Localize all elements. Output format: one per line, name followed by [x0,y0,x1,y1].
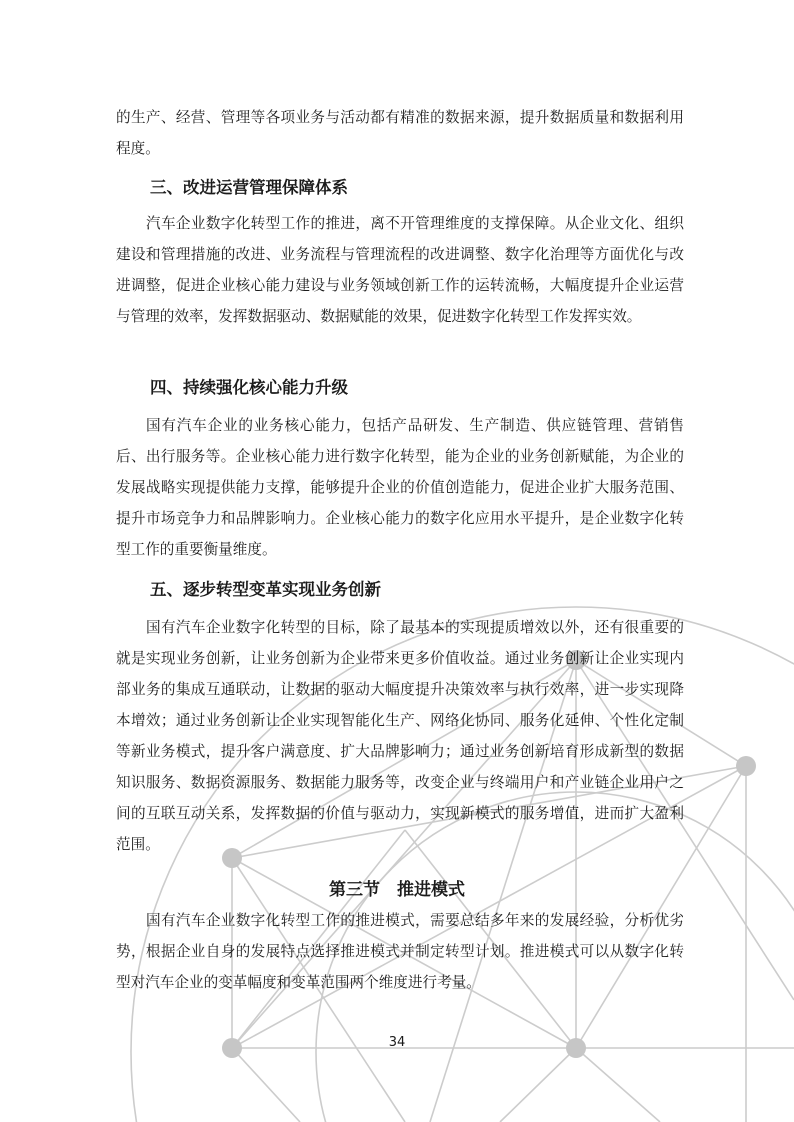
intro-paragraph: 的生产、经营、管理等各项业务与活动都有精准的数据来源，提升数据质量和数据利用程度。 [116,109,684,157]
paragraph-promotion-mode: 国有汽车企业数字化转型工作的推进模式，需要总结多年来的发展经验，分析优劣势，根据企业自身的发展特点选择推进模式并制定转型计划。推进模式可以从数字化转型对汽车企业的变革幅度和变革范围两个维度进行考量。 [116,912,684,991]
heading-core-capability: 四、持续强化核心能力升级 [150,378,348,397]
paragraph-operations: 汽车企业数字化转型工作的推进，离不开管理维度的支撑保障。从企业文化、组织建设和管理措施的改进、业务流程与管理流程的改进调整、数字化治理等方面优化与改进调整，促进企业核心能力建设与业务领域创新工作的运转流畅，大幅度提升企业运营与管理的效率，发挥数据驱动、数据赋能的效果，促进数字化转型工作发挥实效。 [116,215,684,325]
page-number: 34 [388,1035,406,1050]
paragraph-business-innovation: 国有汽车企业数字化转型的目标，除了最基本的实现提质增效以外，还有很重要的就是实现业务创新，让业务创新为企业带来更多价值收益。通过业务创新让企业实现内部业务的集成互通联动，让数据的驱动大幅度提升决策效率与执行效率，进一步实现降本增效；通过业务创新让企业实现智能化生产、网络化协同、服务化延伸、个性化定制等新业务模式，提升客户满意度、扩大品牌影响力；通过业务创新培育形成新型的数据知识服务、数据资源服务、数据能力服务等，改变企业与终端用户和产业链企业用户之间的互联互动关系，发挥数据的价值与驱动力，实现新模式的服务增值，进而扩大盈利范围。 [116,619,684,853]
paragraph-core-capability: 国有汽车企业的业务核心能力，包括产品研发、生产制造、供应链管理、营销售后、出行服务等。企业核心能力进行数字化转型，能为企业的业务创新赋能，为企业的发展战略实现提供能力支撑，能够提升企业的价值创造能力，促进企业扩大服务范围、提升市场竞争力和品牌影响力。企业核心能力的数字化应用水平提升，是企业数字化转型工作的重要衡量维度。 [116,417,684,558]
heading-improve-operations: 三、改进运营管理保障体系 [150,178,348,197]
heading-business-innovation: 五、逐步转型变革实现业务创新 [150,580,381,599]
section-title: 第三节 推进模式 [329,880,465,900]
